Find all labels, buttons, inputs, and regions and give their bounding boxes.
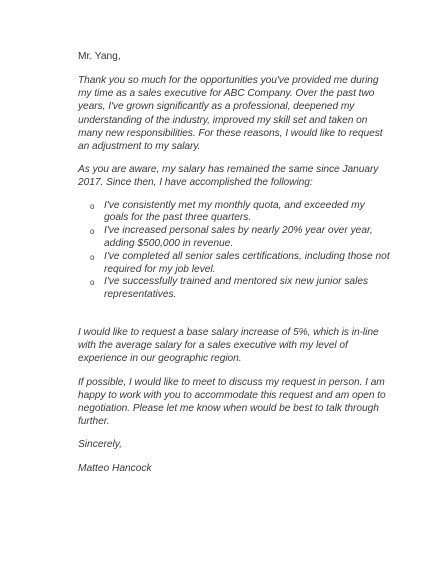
bullet-icon: o	[90, 227, 95, 237]
paragraph-line: happy to work with you to accommodate this request and am open to	[78, 389, 386, 401]
paragraph-line: I would like to request a base salary increase of 5%, which is in-line	[78, 327, 379, 338]
list-item-line: I've consistently met my monthly quota, and exceeded my	[104, 199, 365, 211]
list-item	[90, 276, 392, 302]
salutation: Mr. Yang,	[78, 51, 121, 62]
paragraph-line: As you are aware, my salary has remained the same since January	[78, 164, 379, 176]
paragraph-line: with the average salary for a sales executive with my level of	[78, 340, 348, 352]
list-item	[90, 251, 392, 277]
list-item-line: I've successfully trained and mentored six new junior sales	[104, 276, 369, 288]
paragraph-meeting	[78, 376, 392, 429]
paragraph-line: 2017. Since then, I have accomplished the following:	[78, 177, 313, 189]
list-item	[90, 225, 392, 251]
paragraph-line: experience in our geographic region.	[78, 353, 242, 365]
bullet-icon: o	[90, 278, 95, 288]
bullet-icon: o	[90, 252, 95, 262]
paragraph-gratitude	[78, 74, 392, 153]
paragraph-line: my time as a sales executive for ABC Company. Over the past two	[78, 88, 375, 100]
list-item-line: representatives.	[104, 289, 177, 301]
signature: Matteo Hancock	[78, 463, 152, 475]
list-item-line: adding $500,000 in revenue.	[104, 238, 234, 250]
paragraph-line: an adjustment to my salary.	[78, 141, 201, 153]
paragraph-line: further.	[78, 416, 110, 428]
accomplishments-list	[78, 200, 392, 302]
paragraph-line: If possible, I would like to meet to discuss my request in person. I am	[78, 376, 385, 388]
paragraph-line: Thank you so much for the opportunities you've provided me during	[78, 75, 379, 86]
paragraph-line: negotiation. Please let me know when would be best to talk through	[78, 403, 379, 415]
list-item-line: required for my job level.	[104, 263, 216, 275]
paragraph-salary-history	[78, 163, 392, 189]
list-item-line: goals for the past three quarters.	[104, 212, 252, 224]
bullet-icon: o	[90, 201, 95, 211]
closing: Sincerely,	[78, 439, 122, 451]
paragraph-line: many new responsibilities. For these reasons, I would like to request	[78, 127, 383, 139]
paragraph-request	[78, 326, 392, 366]
paragraph-line: understanding of the industry, improved my skill set and taken on	[78, 114, 368, 126]
list-item-line: I've increased personal sales by nearly 20% year over year,	[104, 225, 373, 237]
list-item-line: I've completed all senior sales certifications, including those not	[104, 250, 390, 262]
paragraph-line: years, I've grown significantly as a professional, deepened my	[78, 101, 355, 113]
list-item	[90, 200, 392, 226]
